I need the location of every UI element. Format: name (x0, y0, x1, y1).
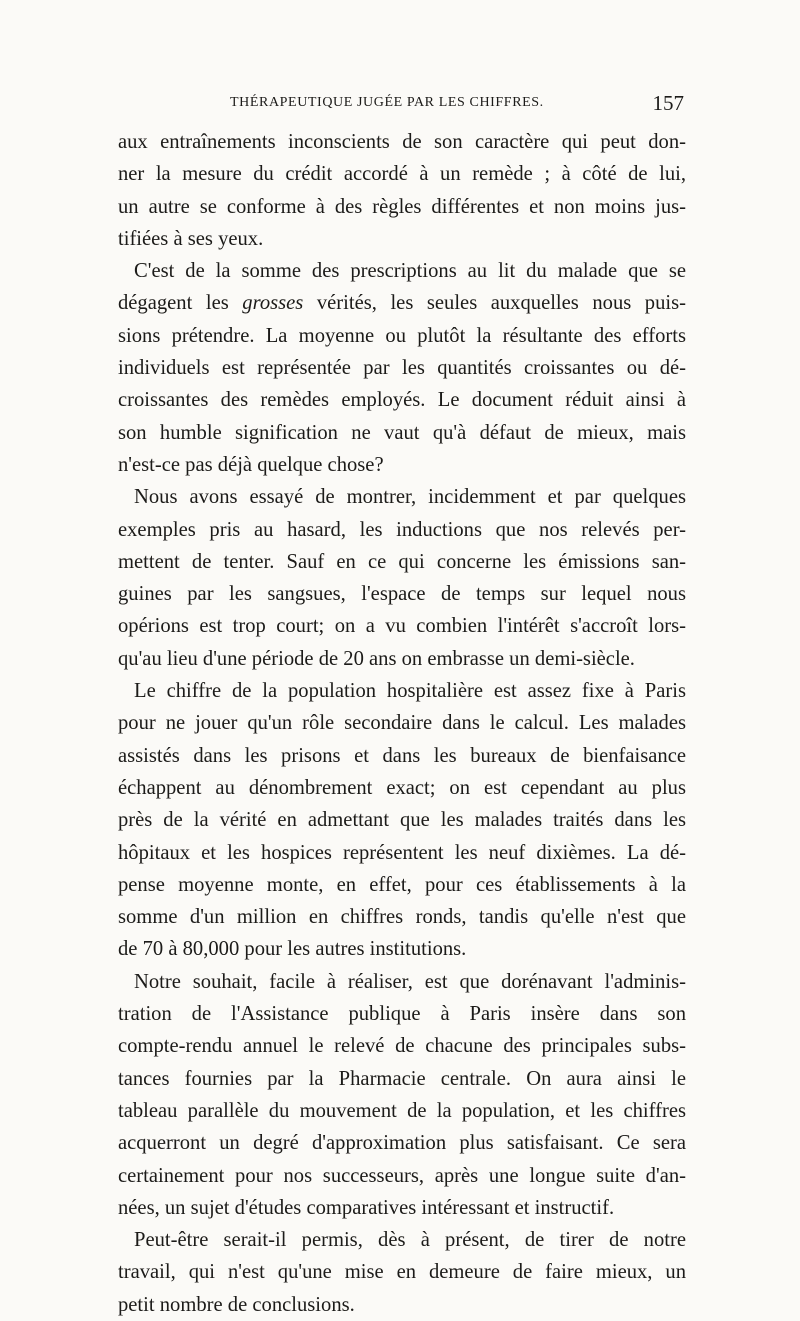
text-line: somme d'un million en chiffres ronds, tandis qu'elle n'est que (118, 906, 686, 929)
text-line: échappent au dénombrement exact; on est cependant au plus (118, 776, 686, 799)
text-line: hôpitaux et les hospices représentent les neuf dixièmes. La dé- (118, 841, 686, 864)
text-fragment: vérités, les seules auxquelles nous puis- (303, 292, 686, 315)
text-line: n'est-ce pas déjà quelque chose? (118, 453, 384, 476)
body-text (118, 126, 686, 1321)
text-line (118, 287, 686, 319)
text-line: tableau parallèle du mouvement de la population, et les chiffres (118, 1099, 686, 1122)
text-line: Nous avons essayé de montrer, incidemment et par quelques (134, 486, 686, 509)
text-line: certainement pour nos successeurs, après une longue suite d'an- (118, 1164, 686, 1187)
italic-word: grosses (242, 292, 304, 315)
running-title: THÉRAPEUTIQUE JUGÉE PAR LES CHIFFRES. (230, 95, 544, 110)
text-line: aux entraînements inconscients de son caractère qui peut don- (118, 131, 686, 153)
text-line: nées, un sujet d'études comparatives intéressant et instructif. (118, 1196, 615, 1219)
text-line: tration de l'Assistance publique à Paris insère dans son (118, 1003, 686, 1026)
text-line: mettent de tenter. Sauf en ce qui concerne les émissions san- (118, 550, 686, 573)
text-fragment: dégagent les (118, 292, 243, 315)
text-line: acquerront un degré d'approximation plus satisfaisant. Ce sera (118, 1132, 686, 1155)
text-line: petit nombre de conclusions. (118, 1293, 355, 1316)
text-line: son humble signification ne vaut qu'à défaut de mieux, mais (118, 421, 686, 444)
text-line: sions prétendre. La moyenne ou plutôt la résultante des efforts (118, 324, 686, 347)
text-line: exemples pris au hasard, les inductions que nos relevés per- (118, 518, 686, 541)
text-line: de 70 à 80,000 pour les autres institutions. (118, 938, 467, 961)
text-line: pour ne jouer qu'un rôle secondaire dans le calcul. Les malades (118, 712, 686, 735)
text-line: C'est de la somme des prescriptions au lit du malade que se (134, 260, 686, 283)
text-line: guines par les sangsues, l'espace de temps sur lequel nous (118, 583, 686, 606)
text-line: tifiées à ses yeux. (118, 227, 264, 250)
text-line: ner la mesure du crédit accordé à un remède ; à côté de lui, (118, 163, 686, 186)
text-line: un autre se conforme à des règles différentes et non moins jus- (118, 195, 686, 218)
text-line: Le chiffre de la population hospitalière est assez fixe à Paris (134, 680, 686, 703)
text-line: croissantes des remèdes employés. Le document réduit ainsi à (118, 389, 686, 412)
text-line: individuels est représentée par les quantités croissantes ou dé- (118, 357, 686, 380)
text-line: opérions est trop court; on a vu combien l'intérêt s'accroît lors- (118, 615, 686, 638)
running-head (118, 91, 684, 119)
text-line: près de la vérité en admettant que les malades traités dans les (118, 809, 686, 832)
text-line: Notre souhait, facile à réaliser, est que dorénavant l'adminis- (134, 970, 686, 993)
text-line: qu'au lieu d'une période de 20 ans on embrasse un demi-siècle. (118, 647, 635, 670)
text-line: tances fournies par la Pharmacie centrale. On aura ainsi le (118, 1067, 686, 1090)
text-line: assistés dans les prisons et dans les bureaux de bienfaisance (118, 744, 686, 767)
text-line: Peut-être serait-il permis, dès à présent, de tirer de notre (134, 1229, 686, 1252)
text-line: pense moyenne monte, en effet, pour ces établissements à la (118, 873, 686, 896)
text-line: travail, qui n'est qu'une mise en demeure de faire mieux, un (118, 1261, 686, 1284)
text-line: compte-rendu annuel le relevé de chacune des principales subs- (118, 1035, 686, 1058)
page-number: 157 (652, 91, 684, 115)
